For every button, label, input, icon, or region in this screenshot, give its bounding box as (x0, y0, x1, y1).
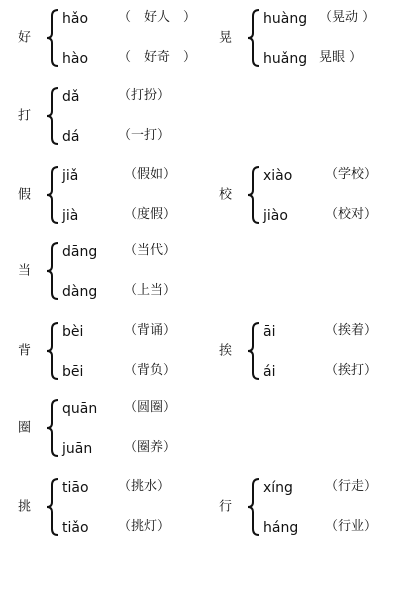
brace-icon (246, 8, 262, 68)
pinyin: huàng (263, 11, 308, 27)
example-word: （圆圈） (124, 400, 177, 415)
example-word: （行业） (325, 519, 378, 534)
entry-character: 背 (18, 343, 32, 359)
entry-character: 晃 (219, 30, 233, 46)
reading-row (62, 361, 177, 381)
brace-icon (45, 398, 61, 458)
pinyin: jiào (263, 208, 288, 224)
pinyin: dá (62, 129, 80, 145)
entry-character: 圈 (18, 420, 32, 436)
entry-character: 挑 (18, 499, 32, 515)
pinyin: tiǎo (62, 520, 89, 536)
pinyin: dāng (62, 244, 98, 260)
reading-row (62, 241, 177, 261)
pinyin: dàng (62, 284, 98, 300)
example-word: （学校） (325, 167, 378, 182)
pinyin: háng (263, 520, 299, 536)
entry-ai (219, 321, 399, 381)
reading-row (263, 321, 378, 341)
pinyin: tiāo (62, 480, 89, 496)
entry-xing (219, 477, 399, 537)
reading-row (62, 165, 177, 185)
entry-character: 行 (219, 499, 233, 515)
entry-quan (18, 398, 198, 458)
reading-row (263, 165, 378, 185)
entry-character: 挨 (219, 343, 233, 359)
reading-row (62, 398, 177, 418)
pinyin: bèi (62, 324, 84, 340)
brace-icon (45, 165, 61, 225)
entry-xiao (219, 165, 399, 225)
example-word: （ 好奇 ） (118, 50, 197, 65)
entry-da (18, 86, 198, 146)
reading-row (263, 205, 378, 225)
pinyin: dǎ (62, 89, 80, 105)
entry-character: 打 (18, 108, 32, 124)
reading-row (62, 321, 177, 341)
example-word: （圈养） (124, 440, 177, 455)
brace-icon (45, 477, 61, 537)
example-word: （挑灯） (118, 519, 171, 534)
pinyin: ái (263, 364, 276, 380)
entry-character: 好 (18, 30, 32, 46)
brace-icon (45, 321, 61, 381)
example-word: （晃动 ） (319, 10, 376, 25)
example-word: （挨着） (325, 323, 378, 338)
reading-row (62, 438, 177, 458)
entry-jia (18, 165, 198, 225)
reading-row (263, 8, 376, 28)
entry-hao (18, 8, 198, 68)
reading-row (263, 361, 378, 381)
brace-icon (246, 321, 262, 381)
example-word: （行走） (325, 479, 378, 494)
example-word: （校对） (325, 207, 378, 222)
entry-huang (219, 8, 399, 68)
reading-row (263, 48, 363, 68)
brace-icon (45, 86, 61, 146)
example-word: （挑水） (118, 479, 171, 494)
brace-icon (45, 8, 61, 68)
reading-row (62, 48, 197, 68)
pinyin: āi (263, 324, 276, 340)
pinyin: xiào (263, 168, 293, 184)
entry-character: 当 (18, 263, 32, 279)
example-word: （挨打） (325, 363, 378, 378)
reading-row (62, 517, 171, 537)
pinyin: huǎng (263, 51, 308, 67)
entry-character: 假 (18, 187, 32, 203)
brace-icon (246, 477, 262, 537)
pinyin: jià (62, 208, 79, 224)
entry-bei (18, 321, 198, 381)
reading-row (62, 281, 177, 301)
reading-row (263, 477, 378, 497)
pinyin: hào (62, 51, 89, 67)
pinyin: quān (62, 401, 98, 417)
entry-character: 校 (219, 187, 233, 203)
example-word: （一打） (118, 128, 171, 143)
pinyin: xíng (263, 480, 293, 496)
pinyin: bēi (62, 364, 84, 380)
pinyin: hǎo (62, 11, 89, 27)
example-word: （上当） (124, 283, 177, 298)
example-word: （度假） (124, 207, 177, 222)
example-word: （当代） (124, 243, 177, 258)
reading-row (62, 205, 177, 225)
pinyin: jiǎ (62, 168, 79, 184)
reading-row (263, 517, 378, 537)
reading-row (62, 86, 171, 106)
example-word: 晃眼 ） (319, 50, 363, 65)
entry-tiao (18, 477, 198, 537)
brace-icon (45, 241, 61, 301)
entry-dang (18, 241, 198, 301)
pinyin: juān (62, 441, 93, 457)
example-word: （背负） (124, 363, 177, 378)
example-word: （背诵） (124, 323, 177, 338)
brace-icon (246, 165, 262, 225)
reading-row (62, 477, 171, 497)
example-word: （打扮） (118, 88, 171, 103)
example-word: （ 好人 ） (118, 10, 197, 25)
example-word: （假如） (124, 167, 177, 182)
reading-row (62, 126, 171, 146)
reading-row (62, 8, 197, 28)
